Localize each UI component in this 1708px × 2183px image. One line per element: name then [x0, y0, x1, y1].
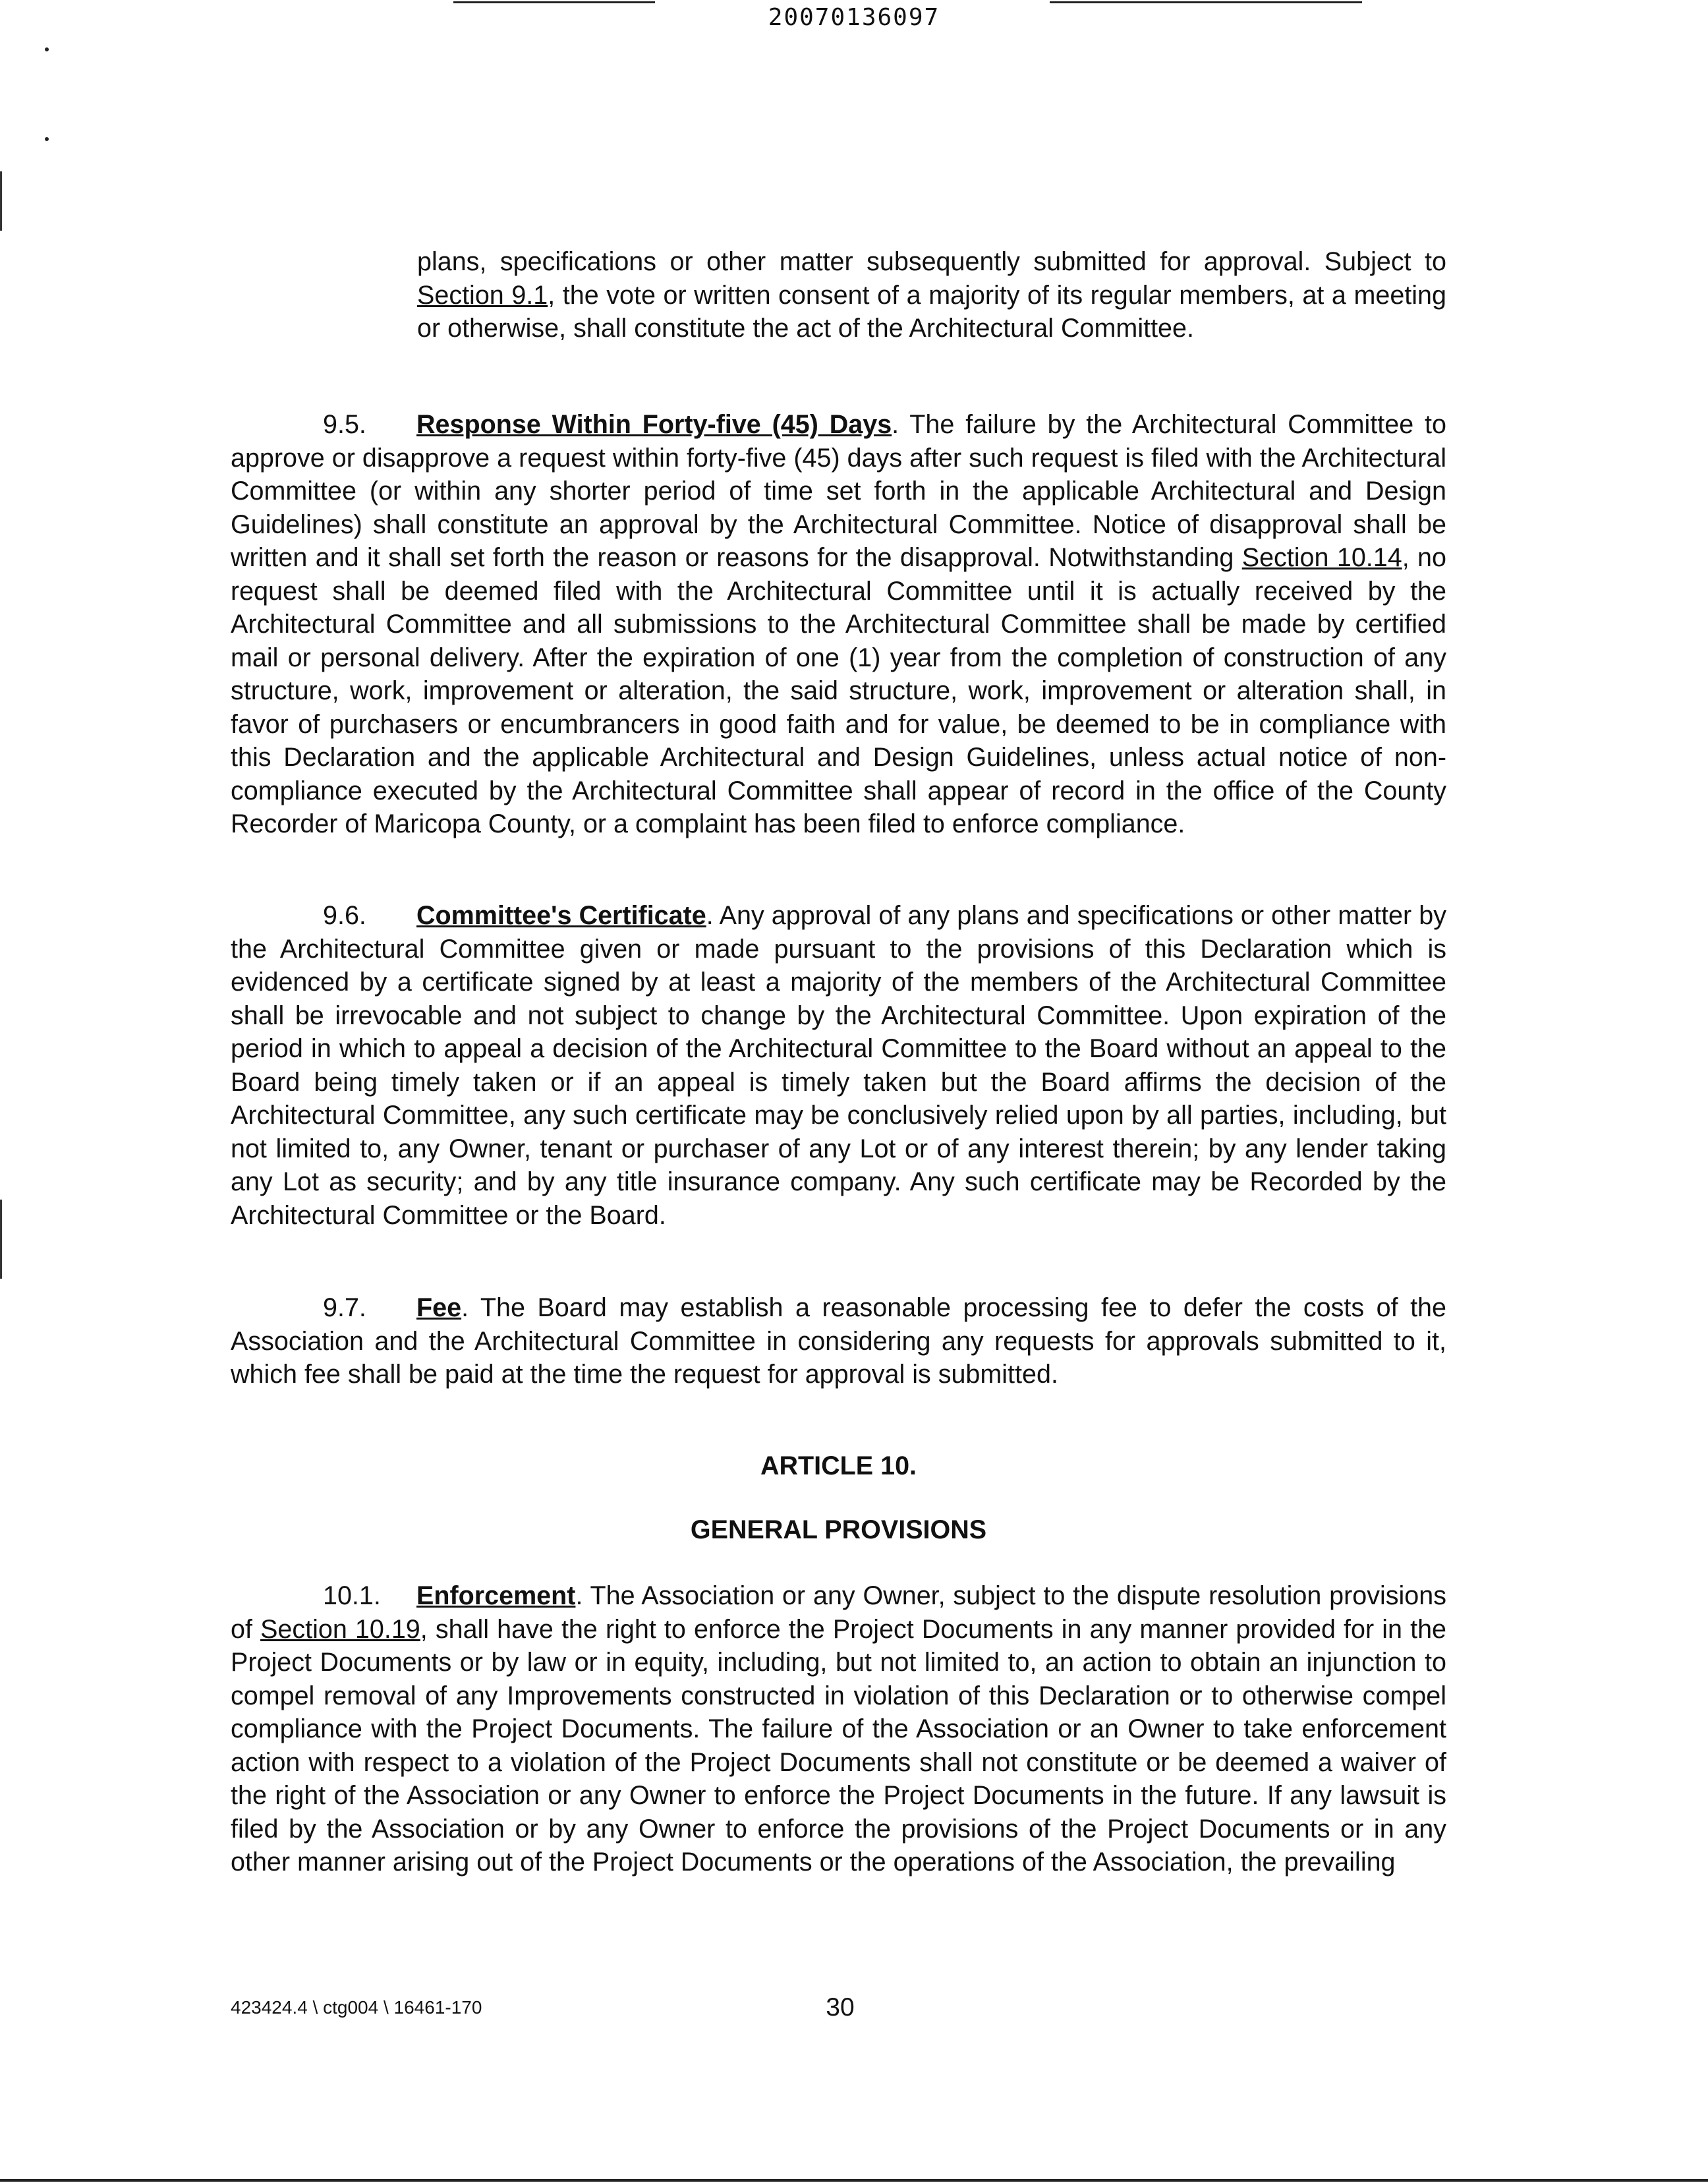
- paragraph-text: . The Association or any Owner, subject to the dispute resolution provisions of: [231, 1581, 1446, 1644]
- header-rule-right: [1050, 1, 1362, 3]
- scan-edge-mark: [0, 171, 2, 231]
- cross-reference: Section 10.14: [1241, 543, 1402, 572]
- article-title: ARTICLE 10.: [760, 1451, 917, 1480]
- page-number: 30: [826, 1993, 855, 2022]
- section-10-1: [231, 1579, 1446, 1879]
- scan-dot: [45, 137, 49, 141]
- cross-reference: Section 9.1: [417, 280, 548, 310]
- bottom-scan-border: [0, 2179, 1708, 2182]
- paragraph-text: , the vote or written consent of a majority of its regular members, at a meeting or otherwise, shall constitute the act of the Architectural Committee.: [417, 280, 1446, 343]
- section-heading: Response Within Forty-five (45) Days: [416, 410, 892, 439]
- paragraph-text: , no request shall be deemed filed with the Architectural Committee until it is actually received by the Architectural Committee and all submissions to the Architectural Committee shall be made by certified mail or personal delivery. After the expiration of one (1) year from the completion of construction of any structure, work, improvement or alteration, the said structure, work, improvement or alteration shall, in favor of purchasers or encumbrancers in good faith and for value, be deemed to be in compliance with this Declaration and the applicable Architectural and Design Guidelines, unless actual notice of non-compliance executed by the Architectural Committee shall appear of record in the office of the County Recorder of Maricopa County, or a complaint has been filed to enforce compliance.: [231, 543, 1446, 838]
- paragraph-text: . The failure by the Architectural Committee to approve or disapprove a request within forty-five (45) days after such request is filed with the Architectural Committee (or within any shorter period of time set forth in the applicable Architectural and Design Guidelines) shall constitute an approval by the Architectural Committee. Notice of disapproval shall be written and it shall set forth the reason or reasons for the disapproval. Notwithstanding: [231, 410, 1446, 572]
- header-rule-left: [453, 1, 655, 3]
- article-subtitle: GENERAL PROVISIONS: [690, 1515, 987, 1544]
- section-heading: Committee's Certificate: [416, 901, 706, 930]
- footer-document-id: 423424.4 \ ctg004 \ 16461-170: [231, 1997, 482, 2018]
- section-9-6: [231, 899, 1446, 1232]
- section-number: 9.6.: [323, 901, 366, 930]
- section-9-7: [231, 1291, 1446, 1391]
- paragraph-text: . The Board may establish a reasonable processing fee to defer the costs of the Association and the Architectural Committee in considering any requests for approvals submitted to it, which fee shall be paid at the time the request for approval is submitted.: [231, 1293, 1446, 1389]
- section-heading: Enforcement: [416, 1581, 576, 1610]
- cross-reference: Section 10.19: [260, 1614, 420, 1644]
- continued-paragraph: [417, 245, 1446, 345]
- section-number: 10.1.: [323, 1581, 381, 1610]
- paragraph-text: , shall have the right to enforce the Project Documents in any manner provided for in the Project Documents or by law or in equity, including, but not limited to, an action to obtain an injunction to compel removal of any Improvements constructed in violation of this Declaration or to otherwise compel compliance with the Project Documents. The failure of the Association or an Owner to take enforcement action with respect to a violation of the Project Documents shall not constitute or be deemed a waiver of the right of the Association or any Owner to enforce the Project Documents in the future. If any lawsuit is filed by the Association or by any Owner to enforce the provisions of the Project Documents or in any other manner arising out of the Project Documents or the operations of the Association, the prevailing: [231, 1614, 1446, 1877]
- section-9-5: [231, 408, 1446, 841]
- scan-edge-mark: [0, 1200, 2, 1279]
- paragraph-text: . Any approval of any plans and specifications or other matter by the Architectural Committee given or made pursuant to the provisions of this Declaration which is evidenced by a certificate signed by at least a majority of the members of the Architectural Committee shall be irrevocable and not subject to change by the Architectural Committee. Upon expiration of the period in which to appeal a decision of the Architectural Committee to the Board without an appeal to the Board being timely taken or if an appeal is timely taken but the Board affirms the decision of the Architectural Committee, any such certificate may be conclusively relied upon by all parties, including, but not limited to, any Owner, tenant or purchaser of any Lot or of any interest therein; by any lender taking any Lot as security; and by any title insurance company. Any such certificate may be Recorded by the Architectural Committee or the Board.: [231, 901, 1446, 1230]
- section-number: 9.7.: [323, 1293, 366, 1322]
- section-heading: Fee: [416, 1293, 462, 1322]
- scan-dot: [45, 47, 49, 51]
- paragraph-text: plans, specifications or other matter subsequently submitted for approval. Subject to: [417, 247, 1446, 276]
- section-number: 9.5.: [323, 410, 366, 439]
- recording-number: 20070136097: [768, 4, 940, 31]
